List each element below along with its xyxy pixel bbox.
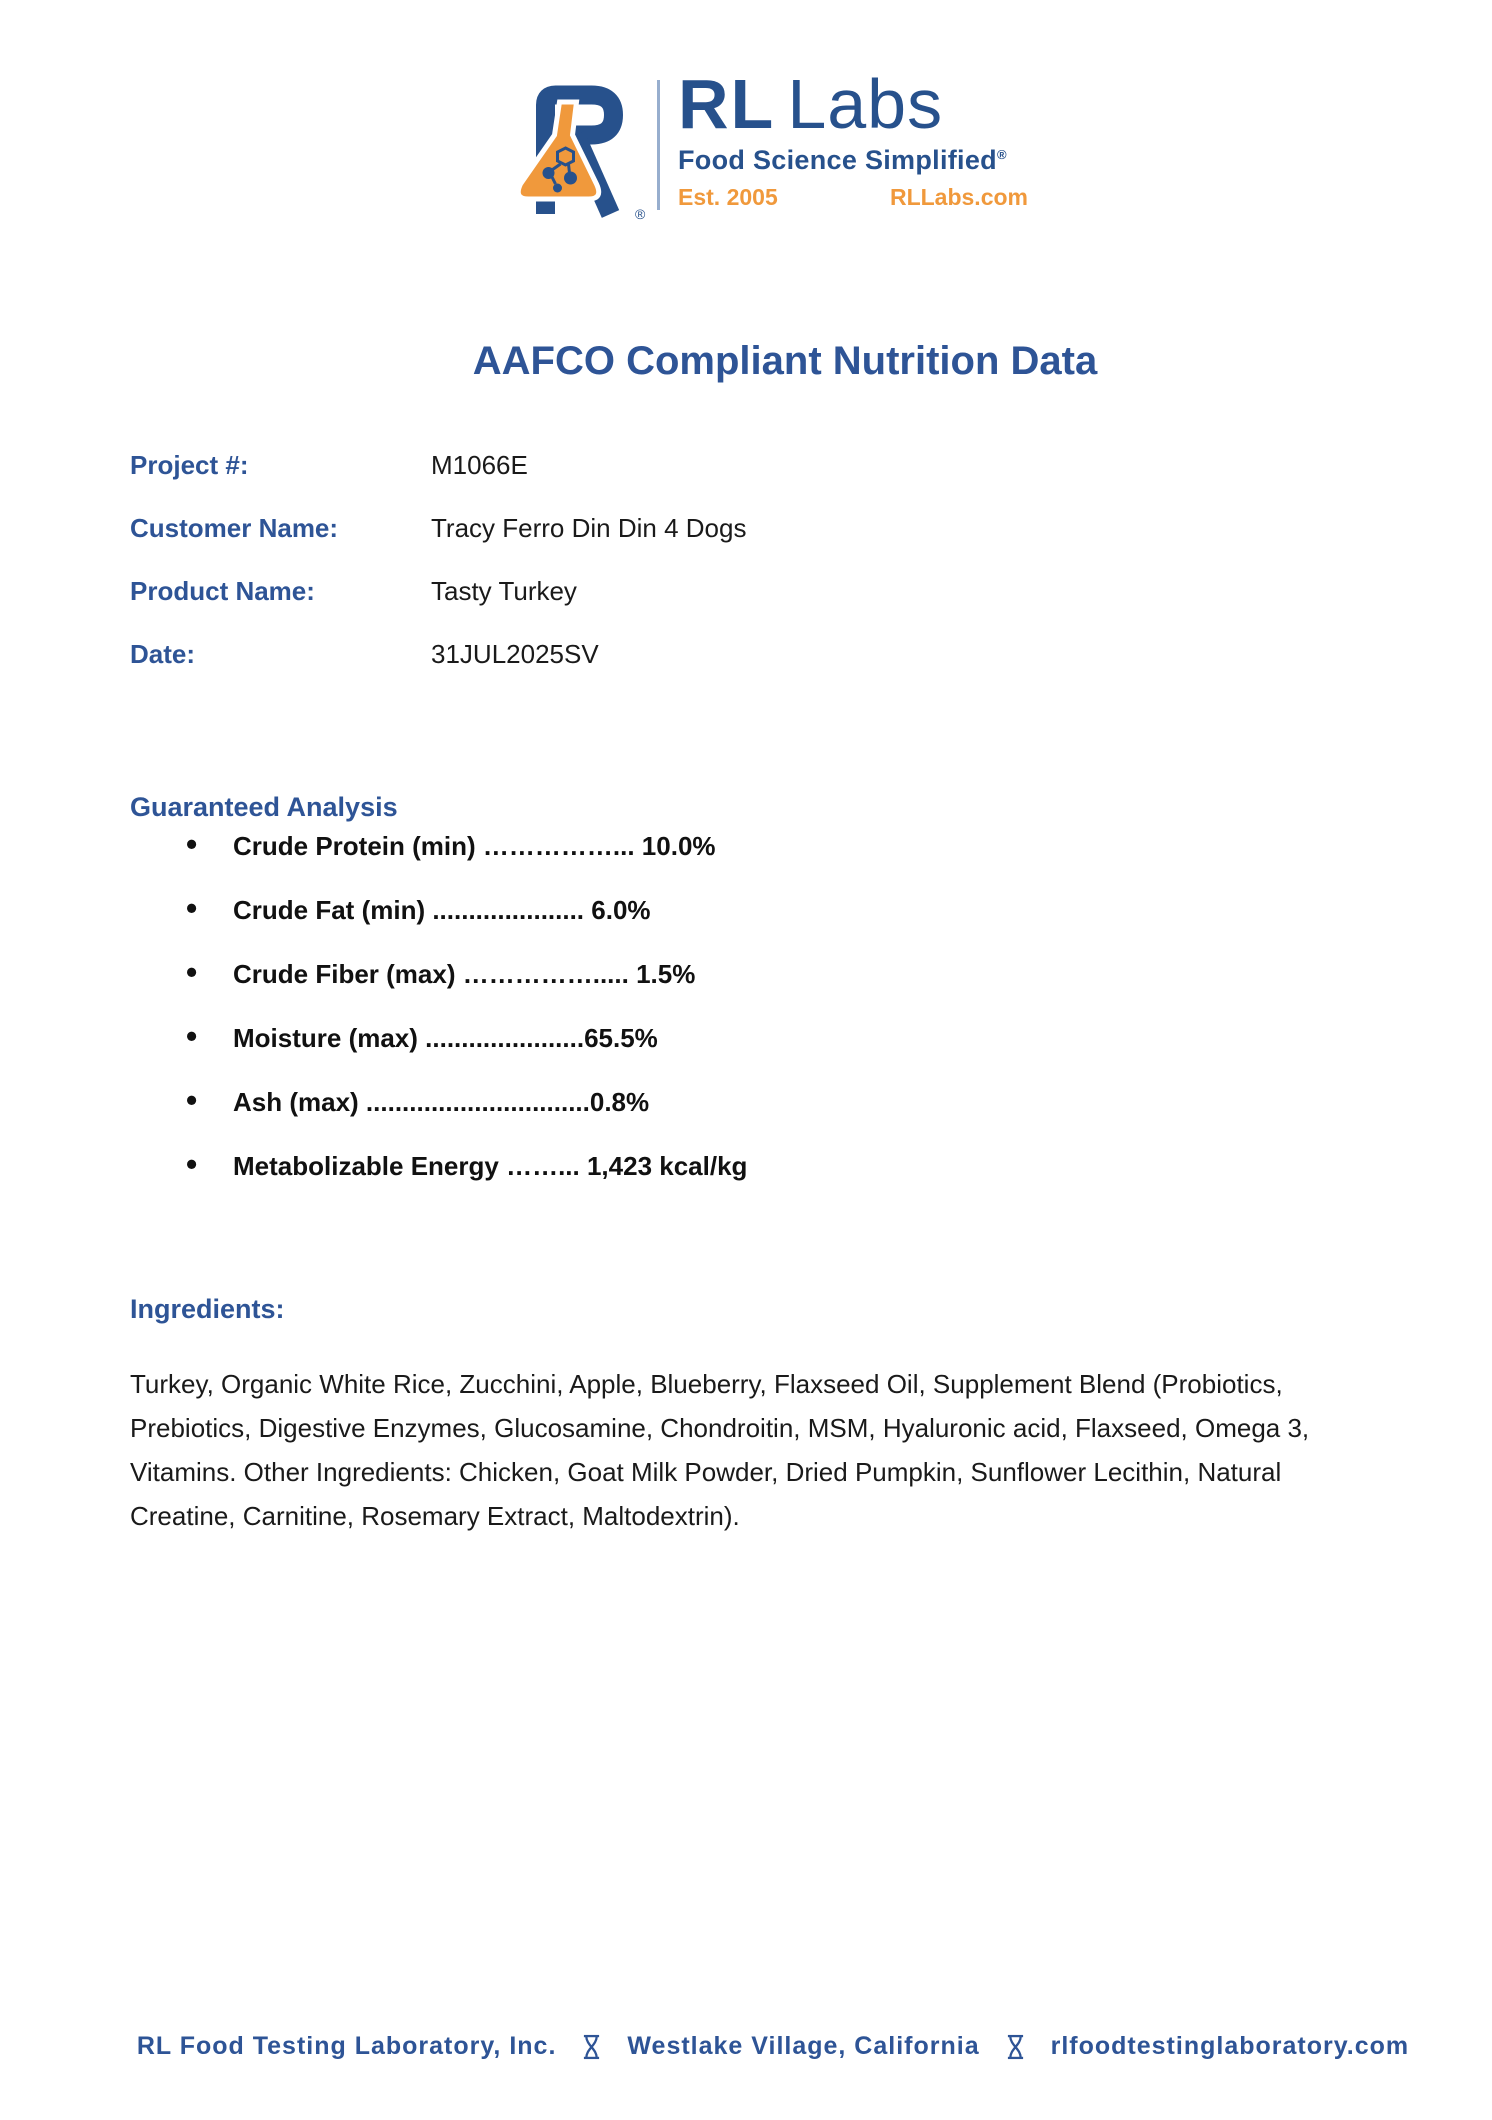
date-value: 31JUL2025SV: [431, 639, 599, 669]
footer-website: rlfoodtestinglaboratory.com: [1050, 2032, 1410, 2060]
ga-item-crude-protein: [186, 832, 747, 861]
ga-item-leader: .....................: [425, 895, 592, 925]
product-name-value: Tasty Turkey: [431, 576, 577, 606]
ga-item-leader: ...............................: [358, 1087, 590, 1117]
project-number-value: M1066E: [431, 450, 528, 480]
ga-item-leader: ......................: [417, 1023, 585, 1053]
logo-wordmark-rl: RL: [678, 65, 776, 143]
ga-item-crude-fat: [186, 896, 747, 925]
logo-wordmark: [678, 65, 1028, 143]
logo-tagline-text: Food Science Simplified: [678, 145, 997, 175]
info-row-customer: [130, 515, 746, 542]
ga-item-metabolizable-energy: [186, 1152, 747, 1181]
ingredients-paragraph: Turkey, Organic White Rice, Zucchini, Apple, Blueberry, Flaxseed Oil, Supplement Blend (Probiotics, Prebiotics, Digestive Enzymes, Glucosamine, Chondroitin, MSM, Hyaluronic acid, Flaxseed, Omega 3, Vitamins. Other Ingredients: Chicken, Goat Milk Powder, Dried Pumpkin, Sunflower Lecithin, Natural Creatine, Carnitine, Rosemary Extract, Maltodextrin).: [130, 1369, 1310, 1531]
logo-website: RLLabs.com: [889, 184, 1028, 210]
product-name-label: Product Name:: [130, 576, 315, 606]
customer-name-label: Customer Name:: [130, 513, 339, 543]
ga-item-value: 1.5%: [636, 959, 696, 989]
guaranteed-analysis-list: [186, 832, 747, 1216]
hourglass-separator-icon: [582, 2033, 601, 2061]
logo-divider: [657, 80, 660, 210]
hourglass-separator-icon: [1006, 2033, 1025, 2061]
ga-item-value: 0.8%: [589, 1087, 650, 1117]
ga-item-value: 6.0%: [591, 895, 651, 925]
logo-est-row: [678, 184, 1028, 211]
project-number-label: Project #:: [130, 450, 249, 480]
guaranteed-analysis-heading: Guaranteed Analysis: [130, 792, 398, 823]
flask-r-logo-icon: [505, 72, 645, 222]
logo-est-label: Est. 2005: [678, 184, 778, 210]
ga-item-name: Metabolizable Energy: [233, 1151, 499, 1181]
ga-item-value: 65.5%: [584, 1023, 658, 1053]
logo-tagline: [678, 145, 1028, 176]
project-info-block: [130, 452, 746, 704]
ga-item-name: Crude Fat (min): [233, 895, 426, 925]
registered-mark: ®: [635, 206, 646, 222]
ga-item-leader: …………….....: [455, 959, 637, 989]
ga-item-leader: ……...: [498, 1151, 587, 1181]
ga-item-crude-fiber: [186, 960, 747, 989]
ga-item-name: Crude Fiber (max): [233, 959, 456, 989]
info-row-product: [130, 578, 746, 605]
ga-item-value: 1,423 kcal/kg: [586, 1151, 748, 1181]
info-row-project: [130, 452, 746, 479]
tagline-registered-mark: ®: [996, 147, 1007, 162]
ga-item-leader: ……………...: [475, 831, 642, 861]
rl-labs-logo: [505, 65, 1028, 222]
ga-item-moisture: [186, 1024, 747, 1053]
ga-item-name: Moisture (max): [233, 1023, 418, 1053]
footer-company: RL Food Testing Laboratory, Inc.: [136, 2032, 557, 2060]
ingredients-heading: Ingredients:: [130, 1294, 285, 1325]
logo-text-block: [678, 65, 1028, 211]
ga-item-ash: [186, 1088, 747, 1117]
customer-name-value: Tracy Ferro Din Din 4 Dogs: [431, 513, 747, 543]
ga-item-name: Ash (max): [233, 1087, 359, 1117]
page-footer: [0, 2032, 1492, 2061]
logo-wordmark-labs: Labs: [787, 65, 944, 143]
page-title: AAFCO Compliant Nutrition Data: [472, 338, 1098, 383]
ga-item-value: 10.0%: [641, 831, 716, 861]
date-label: Date:: [130, 639, 196, 669]
info-row-date: [130, 641, 746, 668]
ga-item-name: Crude Protein (min): [233, 831, 476, 861]
footer-location: Westlake Village, California: [627, 2032, 980, 2060]
